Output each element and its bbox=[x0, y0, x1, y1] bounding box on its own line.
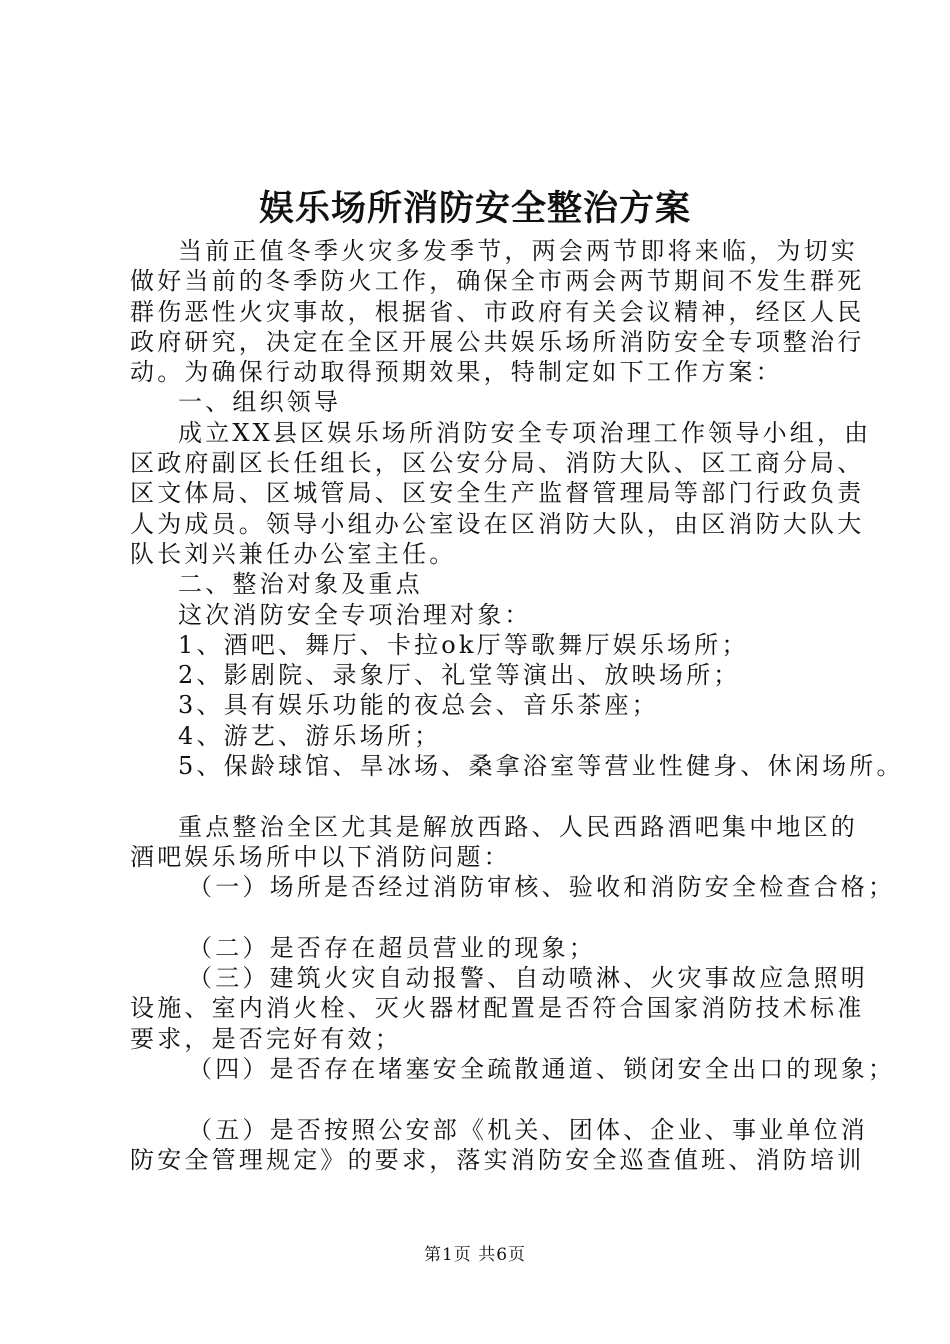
paragraph-line: 人为成员。领导小组办公室设在区消防大队，由区消防大队大 bbox=[130, 509, 865, 538]
paragraph-line: 重点整治全区尤其是解放西路、人民西路酒吧集中地区的 bbox=[178, 812, 858, 841]
list-item: （五）是否按照公安部《机关、团体、企业、事业单位消 bbox=[188, 1115, 868, 1144]
page-footer: 第1页 共6页 bbox=[423, 1245, 527, 1265]
paragraph-line: 区政府副区长任组长，区公安分局、消防大队、区工商分局、 bbox=[130, 449, 865, 478]
list-item: （一）场所是否经过消防审核、验收和消防安全检查合格； bbox=[188, 873, 896, 902]
list-item: （三）建筑火灾自动报警、自动喷淋、火灾事故应急照明 bbox=[188, 964, 868, 993]
paragraph-line: 当前正值冬季火灾多发季节，两会两节即将来临，为切实 bbox=[178, 237, 858, 265]
paragraph-line: 做好当前的冬季防火工作，确保全市两会两节期间不发生群死 bbox=[130, 267, 865, 296]
paragraph-line: 群伤恶性火灾事故，根据省、市政府有关会议精神，经区人民 bbox=[130, 297, 865, 326]
paragraph-line: 动。为确保行动取得预期效果，特制定如下工作方案： bbox=[130, 358, 783, 387]
paragraph-line: 设施、室内消火栓、灭火器材配置是否符合国家消防技术标准 bbox=[130, 994, 865, 1023]
document-body bbox=[130, 236, 904, 1175]
section-heading: 二、整治对象及重点 bbox=[178, 570, 423, 599]
blank-line bbox=[130, 1084, 850, 1114]
list-item: 2、影剧院、录象厅、礼堂等演出、放映场所； bbox=[178, 661, 741, 690]
list-item: （二）是否存在超员营业的现象； bbox=[188, 933, 596, 962]
paragraph-line: 区文体局、区城管局、区安全生产监督管理局等部门行政负责 bbox=[130, 479, 865, 508]
paragraph-line: 这次消防安全专项治理对象： bbox=[178, 600, 532, 629]
list-item: 5、保龄球馆、旱冰场、桑拿浴室等营业性健身、休闲场所。 bbox=[178, 752, 904, 781]
paragraph-line: 队长刘兴兼任办公室主任。 bbox=[130, 539, 457, 568]
document-title: 娱乐场所消防安全整治方案 bbox=[258, 188, 691, 229]
paragraph-line: 成立XX县区娱乐场所消防安全专项治理工作领导小组，由 bbox=[178, 418, 872, 447]
blank-line bbox=[130, 903, 850, 933]
list-item: 1、酒吧、舞厅、卡拉ok厅等歌舞厅娱乐场所； bbox=[178, 630, 749, 659]
list-item: （四）是否存在堵塞安全疏散通道、锁闭安全出口的现象； bbox=[188, 1055, 896, 1084]
section-heading: 一、组织领导 bbox=[178, 388, 342, 417]
paragraph-line: 酒吧娱乐场所中以下消防问题： bbox=[130, 842, 511, 871]
list-item: 3、具有娱乐功能的夜总会、音乐茶座； bbox=[178, 691, 659, 720]
list-item: 4、游艺、游乐场所； bbox=[178, 721, 442, 750]
blank-line bbox=[130, 781, 850, 811]
paragraph-line: 要求，是否完好有效； bbox=[130, 1024, 402, 1053]
paragraph-line: 防安全管理规定》的要求，落实消防安全巡查值班、消防培训 bbox=[130, 1145, 865, 1174]
paragraph-line: 政府研究，决定在全区开展公共娱乐场所消防安全专项整治行 bbox=[130, 327, 865, 356]
